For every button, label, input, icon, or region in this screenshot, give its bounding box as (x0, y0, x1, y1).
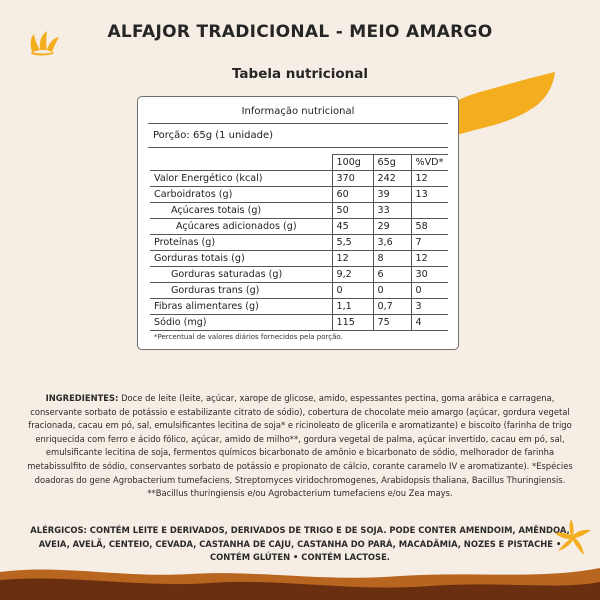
value-vd: 4 (411, 315, 448, 331)
value-vd: 13 (411, 187, 448, 203)
nutrient-name: Gorduras trans (g) (150, 283, 332, 299)
value-100g: 1,1 (332, 299, 373, 315)
nutrition-header: Informação nutricional (241, 106, 355, 117)
nutrient-name: Valor Energético (kcal) (150, 171, 332, 187)
value-100g: 9,2 (332, 267, 373, 283)
value-vd: 30 (411, 267, 448, 283)
value-vd: 7 (411, 235, 448, 251)
column-header: 65g (373, 155, 411, 171)
page-subtitle: Tabela nutricional (231, 66, 369, 82)
table-row (150, 171, 448, 187)
nutrient-name: Gorduras totais (g) (150, 251, 332, 267)
header-empty-cell (150, 155, 332, 171)
value-65g: 0 (373, 283, 411, 299)
nutrition-facts-panel (137, 96, 459, 350)
value-65g: 242 (373, 171, 411, 187)
footnote: *Percentual de valores diários fornecidos pela porção. (154, 333, 343, 341)
divider (148, 147, 448, 148)
value-vd (411, 203, 448, 219)
value-100g: 50 (332, 203, 373, 219)
nutrient-name: Proteínas (g) (150, 235, 332, 251)
portion-size: Porção: 65g (1 unidade) (153, 130, 273, 141)
table-row (150, 219, 448, 235)
value-65g: 75 (373, 315, 411, 331)
value-100g: 12 (332, 251, 373, 267)
value-65g: 6 (373, 267, 411, 283)
value-65g: 33 (373, 203, 411, 219)
value-65g: 8 (373, 251, 411, 267)
table-row (150, 235, 448, 251)
table-header-row (150, 155, 448, 171)
value-65g: 3,6 (373, 235, 411, 251)
column-header: %VD* (411, 155, 448, 171)
ingredients-label: INGREDIENTES: (45, 393, 119, 403)
value-100g: 5,5 (332, 235, 373, 251)
value-65g: 39 (373, 187, 411, 203)
table-row (150, 187, 448, 203)
column-header: 100g (332, 155, 373, 171)
ingredients-body: Doce de leite (leite, açúcar, xarope de glicose, amido, espessantes pectina, goma arábica e carragena, conservante sorbato de potássio e estabilizante citrato de sódio), cobertura de chocolate meio amargo (açúcar, gordura vegetal fracionada, cacau em pó, sal, emulsificantes lecitina de soja* e ricinoleato de glicerila e aromatizante) e biscoito (farinha de trigo enriquecida com ferro e ácido fólico, açúcar, amido de milho**, gordura vegetal de palma, açúcar invertido, cacau em pó, sal, emulsificante lecitina de soja, fermentos químicos bicarbonato de amônio e bicarbonato de sódio, melhorador de farinha metabissulfito de sódio, conservantes sorbato de potássio e propionato de cálcio, corante caramelo IV e aromatizante). *Espécies doadoras do gene Agrobacterium tumefaciens, Streptomyces viridochromogenes, Arabidopsis thaliana, Bacillus Thuringiensis. **Bacillus thuringiensis e/ou Agrobacterium tumefaciens e/ou Zea mays. (27, 393, 573, 499)
value-100g: 115 (332, 315, 373, 331)
table-row (150, 251, 448, 267)
yellow-star-decoration (553, 517, 593, 557)
nutrient-name: Gorduras saturadas (g) (150, 267, 332, 283)
value-vd: 58 (411, 219, 448, 235)
value-100g: 0 (332, 283, 373, 299)
divider (148, 123, 448, 124)
table-row (150, 267, 448, 283)
value-vd: 3 (411, 299, 448, 315)
table-row (150, 283, 448, 299)
value-100g: 370 (332, 171, 373, 187)
value-vd: 12 (411, 171, 448, 187)
value-65g: 29 (373, 219, 411, 235)
page-title: ALFAJOR TRADICIONAL - MEIO AMARGO (107, 22, 493, 42)
table-row (150, 203, 448, 219)
bottom-wave-decoration (0, 558, 600, 600)
table-row (150, 299, 448, 315)
nutrition-table (150, 154, 448, 331)
value-65g: 0,7 (373, 299, 411, 315)
nutrient-name: Açúcares adicionados (g) (150, 219, 332, 235)
nutrient-name: Fibras alimentares (g) (150, 299, 332, 315)
value-100g: 45 (332, 219, 373, 235)
allergens-text: ALÉRGICOS: CONTÉM LEITE E DERIVADOS, DERIVADOS DE TRIGO E DE SOJA. PODE CONTER AMENDOIM, AMÊNDOA, AVEIA, AVELÃ, CENTEIO, CEVADA, CASTANHA DE CAJU, CASTANHA DO PARÁ, MACADÂMIA, NOZES E PISTACHE • CONTÉM GLÚTEN • CONTÉM LACTOSE. (30, 525, 570, 563)
value-vd: 0 (411, 283, 448, 299)
nutrient-name: Carboidratos (g) (150, 187, 332, 203)
value-100g: 60 (332, 187, 373, 203)
nutrient-name: Sódio (mg) (150, 315, 332, 331)
nutrient-name: Açúcares totais (g) (150, 203, 332, 219)
ingredients-text (26, 392, 574, 501)
value-vd: 12 (411, 251, 448, 267)
table-row (150, 315, 448, 331)
